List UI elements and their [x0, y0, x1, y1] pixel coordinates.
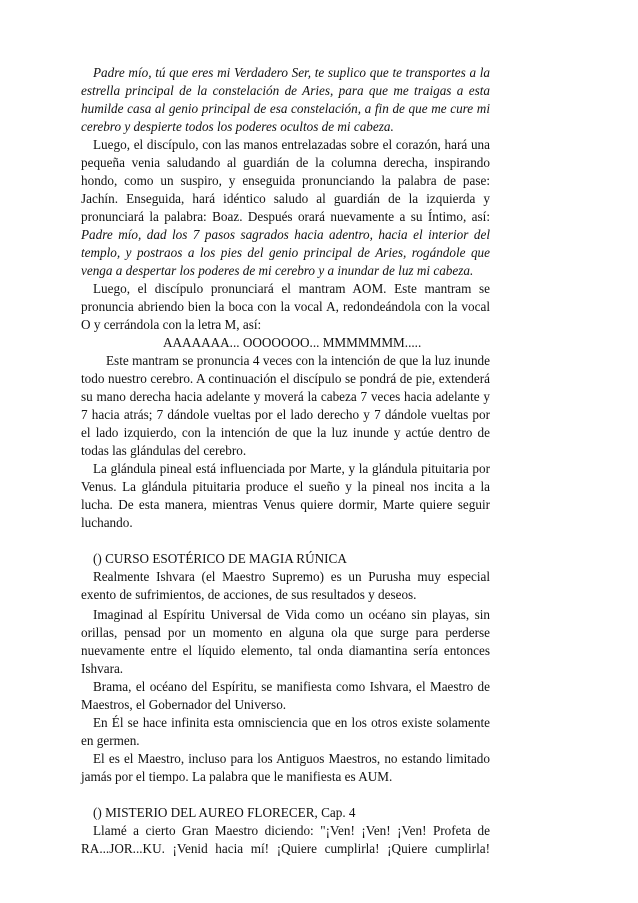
paragraph-ocean-spirit: Imaginad al Espíritu Universal de Vida como un océano sin playas, sin orillas, pensad por un momento en alguna ola que surge para perderse nuevamente entre el líquido elemento, tal onda diamantina sería entonces Ishvara.	[81, 607, 490, 676]
section-gap	[81, 786, 490, 804]
paragraph-mantram-repetition: Este mantram se pronuncia 4 veces con la intención de que la luz inunde todo nuestro cerebro. A continuación el discípulo se pondrá de pie, extenderá su mano derecha hacia adelante y moverá la cabeza 7 veces hacia adelante y 7 hacia atrás; 7 dándole vueltas por el lado derecho y 7 dándole vueltas por el lado izquierdo, con la intención de que la luz inunde y actúe dentro de todas las glándulas del cerebro.	[81, 353, 490, 458]
paragraph-gran-maestro: Llamé a cierto Gran Maestro diciendo: "¡Ven! ¡Ven! ¡Ven! Profeta de RA...JOR...KU. ¡Venid hacia mí! ¡Quiere cumplirla! ¡Quiere cumplirla!	[81, 823, 490, 856]
paragraph-ishvara-purusha: Realmente Ishvara (el Maestro Supremo) es un Purusha muy especial exento de sufrimientos, de acciones, de sus resultados y deseos.	[81, 569, 490, 602]
paragraph-disciple-salute	[81, 136, 490, 280]
section-heading-aureo-florecer: () MISTERIO DEL AUREO FLORECER, Cap. 4	[93, 805, 356, 820]
mantram-line: AAAAAAA... OOOOOOO... MMMMMMM.....	[163, 335, 422, 350]
section-heading-magia-runica: () CURSO ESOTÉRICO DE MAGIA RÚNICA	[93, 551, 347, 566]
paragraph-pineal-pituitary: La glándula pineal está influenciada por Marte, y la glándula pituitaria por Venus. La glándula pituitaria produce el sueño y la pineal nos incita a la lucha. De esta manera, mientras Venus quiere dormir, Marte quiere seguir luchando.	[81, 461, 490, 530]
paragraph-mantram-aom: Luego, el discípulo pronunciará el mantram AOM. Este mantram se pronuncia abriendo bien la boca con la vocal A, redondeándola con la vocal O y cerrándola con la letra M, así:	[81, 281, 490, 332]
document-page	[81, 64, 490, 858]
paragraph-master-of-masters: El es el Maestro, incluso para los Antiguos Maestros, no estando limitado jamás por el tiempo. La palabra que le manifiesta es AUM.	[81, 751, 490, 784]
section-gap	[81, 532, 490, 550]
paragraph-brama: Brama, el océano del Espíritu, se manifiesta como Ishvara, el Maestro de Maestros, el Gobernador del Universo.	[81, 679, 490, 712]
paragraph-disciple-salute-prayer: Padre mío, dad los 7 pasos sagrados hacia adentro, hacia el interior del templo, y postraos a los pies del genio principal de Aries, rogándole que venga a despertar los poderes de mi cerebro y a inundar de luz mi cabeza.	[81, 227, 490, 278]
paragraph-disciple-salute-text: Luego, el discípulo, con las manos entrelazadas sobre el corazón, hará una pequeña venia saludando al guardián de la columna derecha, inspirando hondo, como un suspiro, y enseguida pronunciando la palabra de pase: Jachín. Enseguida, hará idéntico saludo al guardián de la izquierda y pronunciará la palabra: Boaz. Después orará nuevamente a su Íntimo, así:	[81, 137, 490, 224]
paragraph-invocation-aries: Padre mío, tú que eres mi Verdadero Ser, te suplico que te transportes a la estrella principal de la constelación de Aries, para que me traigas a esta humilde casa al genio principal de esa constelación, a fin de que me cure mi cerebro y despierte todos los poderes ocultos de mi cabeza.	[81, 65, 490, 134]
paragraph-omniscience: En Él se hace infinita esta omnisciencia que en los otros existe solamente en germen.	[81, 715, 490, 748]
